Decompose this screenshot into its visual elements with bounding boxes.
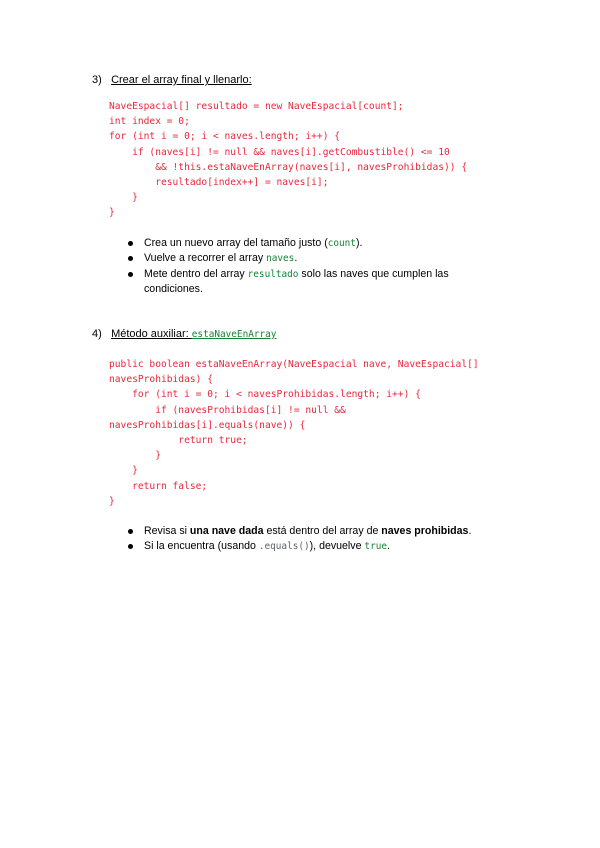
bullet-text: ), devuelve — [309, 540, 365, 553]
section-3-heading — [92, 73, 252, 87]
bullet-text: Crea un nuevo array del tamaño justo ( — [144, 237, 328, 249]
section-4-bullet-list — [128, 524, 498, 555]
section-3-number: 3) — [92, 74, 102, 86]
list-item — [128, 539, 498, 554]
bold-text: una nave dada — [189, 525, 264, 537]
bullet-dot-icon — [128, 529, 133, 534]
section-3-bullet-list — [128, 236, 498, 297]
inline-code: .equals() — [258, 541, 310, 553]
bullet-text: Mete dentro del array — [144, 267, 248, 280]
section-4-number: 4) — [92, 328, 102, 340]
bullet-text: . — [294, 252, 298, 265]
bullet-dot-icon — [128, 256, 133, 261]
section-3-title: Crear el array final y llenarlo: — [111, 74, 252, 86]
list-item — [128, 251, 498, 266]
bullet-dot-icon — [128, 272, 133, 277]
section-4-title-code: estaNaveEnArray — [191, 329, 277, 340]
bullet-text: Vuelve a recorrer el array — [144, 252, 267, 265]
inline-code: true — [364, 541, 387, 553]
bullet-dot-icon — [128, 544, 133, 549]
section-4-title: Método auxiliar: — [111, 328, 192, 340]
bullet-text: . — [468, 525, 472, 537]
list-item — [128, 267, 498, 298]
section-4-heading — [92, 327, 276, 342]
bullet-dot-icon — [128, 241, 133, 246]
inline-code: resultado — [247, 268, 299, 280]
bullet-text: Revisa si — [144, 525, 190, 537]
inline-code: naves — [266, 253, 295, 265]
section-3-code-block: NaveEspacial[] resultado = new NaveEspacial[count]; int index = 0; for (int i = 0; i < naves.length; i++) { if (naves[i] != null && naves[i].getCombustible() <= 10 && !this.estaNaveEnArray(naves[i], navesProhibidas)) { resultado[index++] = naves[i]; } } — [109, 101, 468, 219]
list-item — [128, 524, 498, 539]
bullet-text: solo las naves que cumplen las condiciones. — [144, 267, 449, 295]
bold-text: naves prohibidas — [381, 525, 469, 537]
bullet-text: . — [387, 540, 390, 553]
section-4-code-block: public boolean estaNaveEnArray(NaveEspacial nave, NaveEspacial[] navesProhibidas) { for (int i = 0; i < navesProhibidas.length; i++) { if (navesProhibidas[i] != null && navesProhibidas[i].equals(nave)) { return true; } } return false; } — [109, 359, 479, 507]
inline-code: count — [327, 238, 356, 249]
bullet-text: ). — [355, 237, 363, 249]
list-item — [128, 236, 498, 251]
bullet-text: Si la encuentra (usando — [144, 540, 259, 553]
bullet-text: está dentro del array de — [263, 525, 382, 537]
